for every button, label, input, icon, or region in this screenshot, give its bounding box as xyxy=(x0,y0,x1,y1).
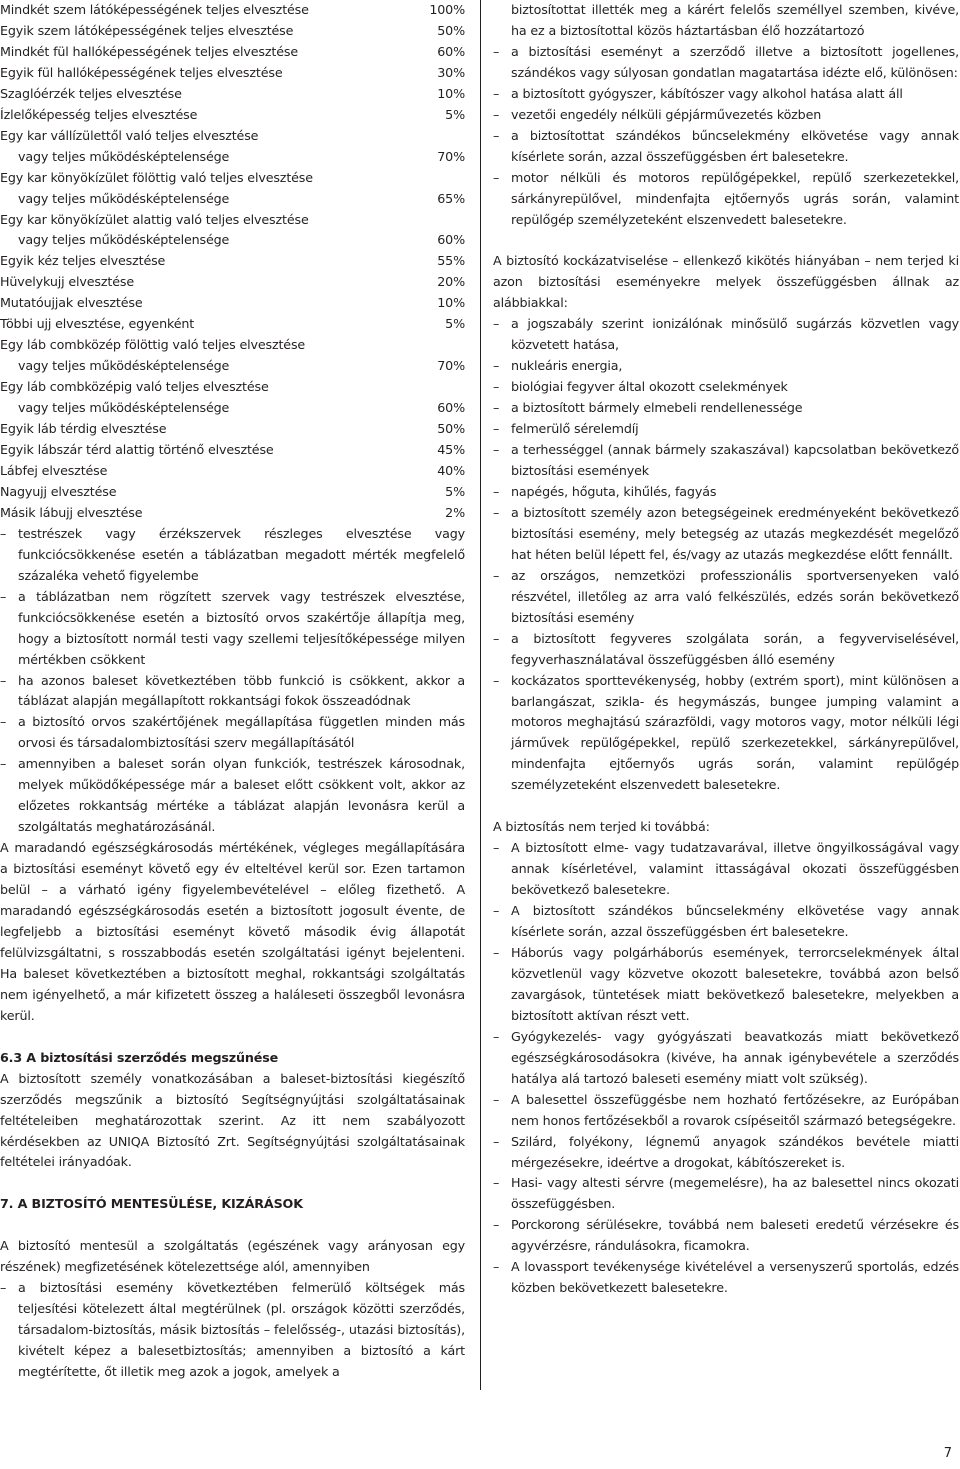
table-row xyxy=(0,126,465,168)
table-label-continuation: vagy teljes működésképtelensége xyxy=(18,358,230,374)
list-item: – a jogszabály szerint ionizálónak minősülő sugárzás közvetlen vagy közvetett hatása, xyxy=(493,314,959,356)
list-item: – a biztosító orvos szakértőjének megállapítása független minden más orvosi és társadalombiztosítási szerv megállapításától xyxy=(0,712,465,754)
paragraph-kockazatviseles: A biztosító kockázatviselése – ellenkező kikötés hiányában – nem terjed ki azon biztosítási eseményekre melyek összefüggésben állnak az alábbiakkal: xyxy=(493,253,959,311)
exclusion-list-c xyxy=(493,838,959,1299)
list-item: – a biztosított gyógyszer, kábítószer vagy alkohol hatása alatt áll xyxy=(493,84,959,105)
table-label: Egyik láb térdig elvesztése xyxy=(0,421,167,437)
list-item: – A biztosított elme- vagy tudatzavarával, illetve öngyilkosságával vagy annak kísérletével, valamint ittasságával okozati összefüggésben bekövetkező balesetekre. xyxy=(493,838,959,901)
list-item: – a biztosítási esemény következtében felmerülő költségek más teljesítési kötelezett által megtérülnek (pl. országok közötti szerződés, társadalom-biztosítás, másik biztosítás – felelősség-, utazási biztosítás), kivételt képez a balesetbiztosítás; amennyiben a biztosító a kárt megtérítette, őt illetik meg azok a jogok, amelyek a xyxy=(0,1278,465,1383)
table-label: Mutatóujjak elvesztése xyxy=(0,295,143,311)
table-percent: 65% xyxy=(437,190,465,206)
table-row xyxy=(0,84,465,105)
table-row xyxy=(0,503,465,524)
right-column xyxy=(493,0,959,1299)
list-item: – testrészek vagy érzékszervek részleges elvesztése vagy funkciócsökkenése esetén a táblázatban megadott mérték megfelelő százaléka vehető figyelembe xyxy=(0,524,465,587)
list-item: – amennyiben a baleset során olyan funkciók, testrészek károsodnak, melyek működőképessége már a baleset előtt csökkent volt, akkor az előzetes rokkantság mértéke a táblázat alapján levonásra kerül a szolgáltatás meghatározásánál. xyxy=(0,754,465,838)
table-label: Egyik lábszár térd alattig történő elvesztése xyxy=(0,442,274,458)
table-percent: 40% xyxy=(437,462,465,478)
table-label: Egy kar vállízülettől való teljes elvesztése xyxy=(0,127,259,143)
table-label: Többi ujj elvesztése, egyenként xyxy=(0,316,195,332)
table-row xyxy=(0,461,465,482)
list-item: – A lovassport tevékenysége kivételével a versenyszerű sportolás, edzés közben bekövetkezett balesetekre. xyxy=(493,1257,959,1299)
list-item: – az országos, nemzetközi professzionális sportversenyeken való részvétel, illetőleg az arra való felkészülés, edzés során bekövetkező biztosítási esemény xyxy=(493,566,959,629)
table-percent: 10% xyxy=(437,85,465,101)
table-percent: 5% xyxy=(445,106,465,122)
list-item: – a biztosítottat szándékos bűncselekmény elkövetése vagy annak kísérlete során, azzal összefüggésben ért balesetekre. xyxy=(493,126,959,168)
left-column xyxy=(0,0,465,1383)
table-row xyxy=(0,335,465,377)
list-item: – a biztosított fegyveres szolgálata során, a fegyverviselésével, fegyverhasználatával összefüggésben álló esemény xyxy=(493,629,959,671)
table-percent: 20% xyxy=(437,274,465,290)
table-row xyxy=(0,440,465,461)
table-percent: 100% xyxy=(429,2,465,17)
list-item: – kockázatos sporttevékenység, hobby (extrém sport), mint különösen a barlangászat, szikla- és hegymászás, bungee jumping valamint a motoros meghajtású szárazföldi, vagy motoros vagy, motor nélküli légi járművek repülőgépekkel, repülő szerkezetekkel, sárkányrepülővel, mindenfajta ejtőernyős ugrás során, valamint repülőgép személyzeteként elszenvedett balesetekre. xyxy=(493,671,959,797)
table-percent: 60% xyxy=(437,43,465,59)
table-label: Egyik fül hallóképességének teljes elvesztése xyxy=(0,64,283,80)
list-item: – ha azonos baleset következtében több funkció is csökkent, akkor a táblázat alapján megállapított rokkantsági fokok összeadódnak xyxy=(0,671,465,713)
table-label: Másik lábujj elvesztése xyxy=(0,504,143,520)
table-label: Ízlelőképesség teljes elvesztése xyxy=(0,106,198,122)
paragraph-6-3: A biztosított személy vonatkozásában a baleset-biztosítási kiegészítő szerződés megszűnik a biztosító Segítségnyújtási szolgáltatásainak feltételeiben meghatározottak szerint. Az itt nem szabályozott kérdésekben az UNIQA Biztosító Zrt. Segítségnyújtási szolgáltatásainak feltételei irányadóak. xyxy=(0,1070,465,1170)
table-percent: 60% xyxy=(437,232,465,248)
exclusion-list-b xyxy=(493,314,959,796)
table-row xyxy=(0,42,465,63)
table-row xyxy=(0,210,465,252)
list-item-continuation: biztosítottat illették meg a kárért felelős személlyel szemben, kivéve, ha ez a biztosítottal közös háztartásban élő hozzátartozó xyxy=(511,2,959,38)
list-item: – a biztosítási eseményt a szerződő illetve a biztosított jogellenes, szándékos vagy súlyosan gondatlan magatartása idézte elő, különösen: xyxy=(493,42,959,84)
table-label: Lábfej elvesztése xyxy=(0,462,108,478)
table-label: Egy láb combközépig való teljes elvesztése xyxy=(0,379,269,395)
column-divider xyxy=(480,0,481,1390)
table-percent: 55% xyxy=(437,253,465,269)
table-label: Mindkét szem látóképességének teljes elvesztése xyxy=(0,2,309,17)
list-item: – a biztosított személy azon betegségeinek eredményeként bekövetkező biztosítási esemény, mely betegség az utazás megkezdését megelőző hat héten belül lépett fel, és/vagy az utazás megkezdése előtt fennállt. xyxy=(493,503,959,566)
table-label: Egy láb combközép fölöttig való teljes elvesztése xyxy=(0,337,306,353)
table-row xyxy=(0,251,465,272)
table-percent: 2% xyxy=(445,504,465,520)
table-percent: 50% xyxy=(437,421,465,437)
paragraph-7: A biztosító mentesül a szolgáltatás (egészének vagy arányosan egy részének) megfizetésének kötelezettsége alól, amennyiben xyxy=(0,1238,465,1275)
table-row xyxy=(0,314,465,335)
list-item: – napégés, hőguta, kihűlés, fagyás xyxy=(493,482,959,503)
table-row xyxy=(0,482,465,503)
table-row xyxy=(0,377,465,419)
table-row xyxy=(0,168,465,210)
table-percent: 5% xyxy=(445,483,465,499)
table-row xyxy=(0,21,465,42)
table-label: Mindkét fül hallóképességének teljes elvesztése xyxy=(0,43,298,59)
list-item: – Gyógykezelés- vagy gyógyászati beavatkozás miatt bekövetkező egészségkárosodásokra (kivéve, ha annak igénybevétele a szerződés hatálya alá tartozó baleseti esemény miatt volt szükség). xyxy=(493,1027,959,1090)
exclusion-list-a xyxy=(493,42,959,231)
table-label-continuation: vagy teljes működésképtelensége xyxy=(18,190,230,206)
table-row xyxy=(0,293,465,314)
table-row xyxy=(0,105,465,126)
table-label: Szaglóérzék teljes elvesztése xyxy=(0,85,182,101)
table-percent: 50% xyxy=(437,22,465,38)
page-number: 7 xyxy=(943,1446,952,1461)
list-item: – vezetői engedély nélküli gépjárművezetés közben xyxy=(493,105,959,126)
table-row xyxy=(0,63,465,84)
table-label: Egyik szem látóképességének teljes elvesztése xyxy=(0,22,294,38)
table-row xyxy=(0,0,465,21)
table-percent: 5% xyxy=(445,316,465,332)
list-item: – A balesettel összefüggésbe nem hozható fertőzésekre, az Európában nem honos fertőzésekből a rovarok csípéseitől származó betegségekre. xyxy=(493,1090,959,1132)
list-item: – Szilárd, folyékony, légnemű anyagok szándékos bevétele miatti mérgezésekre, ideértve a drogokat, kábítószereket is. xyxy=(493,1132,959,1174)
section-heading-7: 7. A BIZTOSÍTÓ MENTESÜLÉSE, KIZÁRÁSOK xyxy=(0,1196,303,1212)
table-label: Nagyujj elvesztése xyxy=(0,483,117,499)
list-item: – nukleáris energia, xyxy=(493,356,959,377)
disability-table xyxy=(0,0,465,524)
table-row xyxy=(0,419,465,440)
paragraph-maradando: A maradandó egészségkárosodás mértékének, végleges megállapítására a biztosítási eseményt követő egy év elteltével kerül sor. Ezen tartamon belül – a várható igény figyelembevételével – előleg fizethető. A maradandó egészségkárosodás esetén a biztosított jogosult évente, de legfeljebb a biztosítási eseményt követő második évig állapotát felülvizsgáltatni, s rosszabbodás esetén szolgáltatási igényt bejelenteni. Ha baleset következtében a biztosított meghal, rokkantsági szolgáltatás nem igényelhető, a már kifizetett összeg a haláleseti összegből levonásra kerül. xyxy=(0,840,465,1023)
table-label: Egy kar könyökízület fölöttig való teljes elvesztése xyxy=(0,169,313,185)
table-percent: 10% xyxy=(437,295,465,311)
list-item: – motor nélküli és motoros repülőgépekkel, repülő szerkezetekkel, sárkányrepülővel, mindenfajta ejtőernyős ugrás során, valamint repülőgép személyzeteként elszenvedett balesetekre. xyxy=(493,168,959,231)
section-heading-6-3: 6.3 A biztosítási szerződés megszűnése xyxy=(0,1049,279,1065)
list-item: – felmerülő sérelemdíj xyxy=(493,419,959,440)
list-item: – a táblázatban nem rögzített szervek vagy testrészek elvesztése, funkciócsökkenése esetén a biztosító orvos szakértője állapítja meg, hogy a biztosított normál testi vagy szellemi teljesítőképessége milyen mértékben csökkent xyxy=(0,587,465,671)
table-label: Egyik kéz teljes elvesztése xyxy=(0,253,166,269)
list-item: – biológiai fegyver által okozott cselekmények xyxy=(493,377,959,398)
list-item: – Háborús vagy polgárháborús események, terrorcselekmények által közvetlenül vagy közvetve okozott balesetekre, továbbá azon belső zavargások, tüntetések miatt bekövetkező balesetekre, melyekben a biztosított aktívan részt vett. xyxy=(493,943,959,1027)
table-percent: 70% xyxy=(437,148,465,164)
list-item: – A biztosított szándékos bűncselekmény elkövetése vagy annak kísérlete során, azzal összefüggésben ért balesetekre. xyxy=(493,901,959,943)
list-item: – Hasi- vagy altesti sérvre (megemelésre), ha az balesettel nincs okozati összefüggésben. xyxy=(493,1173,959,1215)
table-label-continuation: vagy teljes működésképtelensége xyxy=(18,148,230,164)
table-percent: 70% xyxy=(437,358,465,374)
table-percent: 45% xyxy=(437,442,465,458)
table-percent: 60% xyxy=(437,400,465,416)
paragraph-tovabba: A biztosítás nem terjed ki továbbá: xyxy=(493,819,710,835)
table-label: Egy kar könyökízület alattig való teljes elvesztése xyxy=(0,211,309,227)
list-item: – Porckorong sérülésekre, továbbá nem baleseti eredetű vérzésekre és agyvérzésre, rándulásokra, ficamokra. xyxy=(493,1215,959,1257)
list-item: – a terhességgel (annak bármely szakaszával) kapcsolatban bekövetkező biztosítási események xyxy=(493,440,959,482)
table-label-continuation: vagy teljes működésképtelensége xyxy=(18,232,230,248)
rules-list xyxy=(0,524,465,838)
table-label: Hüvelykujj elvesztése xyxy=(0,274,134,290)
table-row xyxy=(0,272,465,293)
table-percent: 30% xyxy=(437,64,465,80)
table-label-continuation: vagy teljes működésképtelensége xyxy=(18,400,230,416)
list-item: – a biztosított bármely elmebeli rendellenessége xyxy=(493,398,959,419)
